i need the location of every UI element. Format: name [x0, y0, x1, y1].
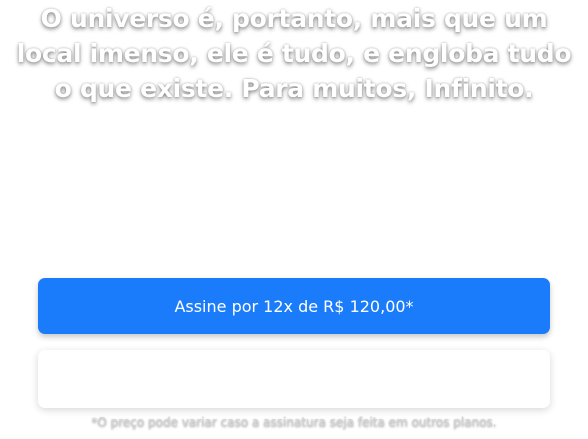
price-disclaimer: *O preço pode variar caso a assinatura seja feita em outros planos. — [91, 415, 497, 429]
secondary-option-button[interactable] — [38, 350, 550, 408]
hero-headline: O universo é, portanto, mais que um local imenso, ele é tudo, e engloba tudo o que existe. Para muitos, Infinito. — [16, 4, 572, 103]
subscribe-button[interactable]: Assine por 12x de R$ 120,00* — [38, 278, 550, 334]
